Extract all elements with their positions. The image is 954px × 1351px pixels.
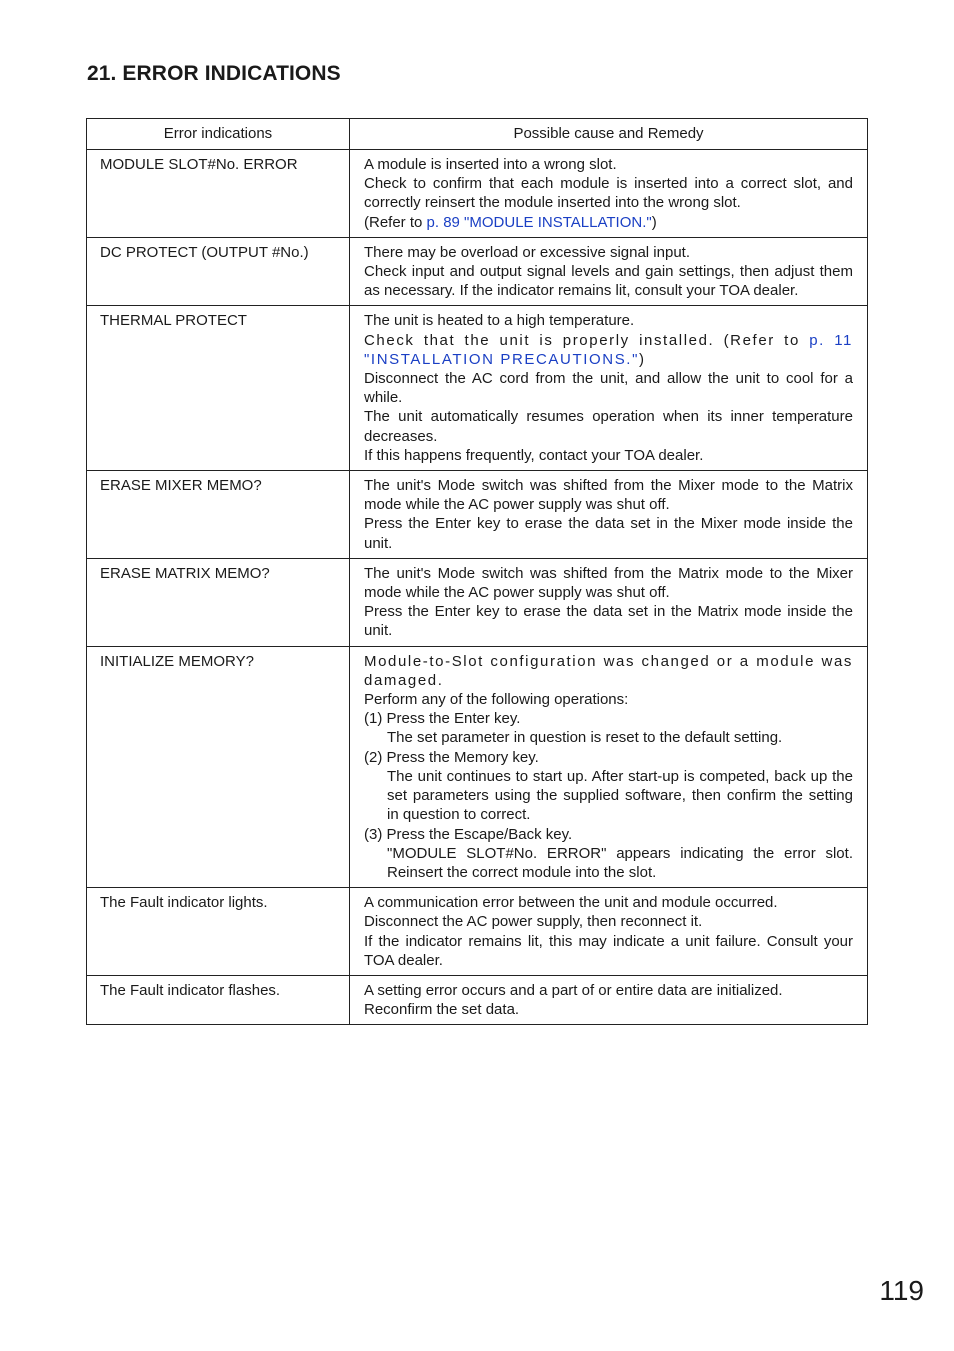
- remedy-cell: [350, 558, 868, 646]
- remedy-line: A module is inserted into a wrong slot.: [364, 156, 617, 173]
- error-name: The Fault indicator flashes.: [87, 975, 350, 1024]
- error-indications-table: [86, 118, 868, 1025]
- table-row: [87, 150, 868, 238]
- error-name: DC PROTECT (OUTPUT #No.): [87, 237, 350, 306]
- remedy-line: The unit's Mode switch was shifted from the Mixer mode to the Matrix mode while the AC power supply was shut off.: [364, 477, 853, 514]
- step-label: (2) Press the Memory key.: [364, 748, 539, 766]
- error-name: ERASE MIXER MEMO?: [87, 471, 350, 559]
- error-name: THERMAL PROTECT: [87, 306, 350, 471]
- remedy-line: Check to confirm that each module is inserted into a correct slot, and correctly reinsert the module inserted into the wrong slot.: [364, 175, 853, 212]
- remedy-line: Check input and output signal levels and gain settings, then adjust them as necessary. If the indicator remains lit, consult your TOA dealer.: [364, 263, 853, 300]
- remedy-line: If this happens frequently, contact your TOA dealer.: [364, 446, 704, 464]
- error-name: MODULE SLOT#No. ERROR: [87, 150, 350, 238]
- header-cause-remedy: Possible cause and Remedy: [350, 119, 868, 150]
- table-row: [87, 306, 868, 471]
- header-error-indications: Error indications: [87, 119, 350, 150]
- table-row: [87, 558, 868, 646]
- remedy-line: Disconnect the AC cord from the unit, and allow the unit to cool for a while.: [364, 370, 853, 407]
- remedy-line: Perform any of the following operations:: [364, 691, 629, 709]
- reference-suffix: ): [639, 350, 646, 368]
- step-detail: "MODULE SLOT#No. ERROR" appears indicating the error slot. Reinsert the correct module into the slot.: [387, 844, 853, 881]
- remedy-line: The unit automatically resumes operation when its inner temperature decreases.: [364, 408, 853, 445]
- remedy-cell: [350, 237, 868, 306]
- remedy-line: A communication error between the unit and module occurred.: [364, 894, 778, 912]
- error-name: INITIALIZE MEMORY?: [87, 646, 350, 887]
- remedy-cell: [350, 646, 868, 887]
- remedy-cell: [350, 471, 868, 559]
- step-detail: The set parameter in question is reset to the default setting.: [387, 729, 783, 747]
- reference-line: [364, 213, 853, 232]
- remedy-line: Reconfirm the set data.: [364, 1001, 520, 1019]
- remedy-line: Disconnect the AC power supply, then reconnect it.: [364, 913, 703, 931]
- remedy-line: A setting error occurs and a part of or entire data are initialized.: [364, 981, 783, 999]
- remedy-line: Press the Enter key to erase the data set in the Mixer mode inside the unit.: [364, 515, 853, 552]
- table-row: [87, 237, 868, 306]
- table-row: [87, 646, 868, 887]
- error-name: The Fault indicator lights.: [87, 888, 350, 976]
- step-detail: The unit continues to start up. After start-up is competed, back up the set parameters using the supplied software, then confirm the setting in question to correct.: [387, 767, 853, 824]
- table-row: [87, 975, 868, 1024]
- table-row: [87, 888, 868, 976]
- step-label: (3) Press the Escape/Back key.: [364, 825, 573, 843]
- remedy-cell: [350, 888, 868, 976]
- table-row: [87, 471, 868, 559]
- page-number: 119: [879, 1275, 924, 1306]
- link-module-installation[interactable]: p. 89 "MODULE INSTALLATION.": [426, 213, 652, 231]
- reference-prefix: (Refer to: [364, 213, 427, 231]
- reference-line: [364, 331, 853, 369]
- page-title: 21. ERROR INDICATIONS: [87, 62, 341, 85]
- remedy-line: There may be overload or excessive signal input.: [364, 243, 691, 261]
- step-label: (1) Press the Enter key.: [364, 710, 521, 728]
- reference-suffix: ): [651, 213, 657, 231]
- error-name: ERASE MATRIX MEMO?: [87, 558, 350, 646]
- remedy-line: Module-to-Slot configuration was changed or a module was damaged.: [364, 652, 853, 689]
- link-installation-precautions[interactable]: p. 11 "INSTALLATION PRECAUTIONS.": [364, 331, 853, 368]
- table-header-row: [87, 119, 868, 150]
- reference-prefix: Check that the unit is properly installed. (Refer to: [364, 331, 810, 349]
- remedy-line: The unit is heated to a high temperature.: [364, 312, 635, 330]
- remedy-line: If the indicator remains lit, this may indicate a unit failure. Consult your TOA dealer.: [364, 932, 853, 969]
- remedy-line: The unit's Mode switch was shifted from the Matrix mode to the Mixer mode while the AC power supply was shut off.: [364, 564, 853, 602]
- remedy-cell: [350, 975, 868, 1024]
- remedy-cell: [350, 306, 868, 471]
- remedy-cell: [350, 150, 868, 238]
- remedy-line: Press the Enter key to erase the data set in the Matrix mode inside the unit.: [364, 603, 853, 640]
